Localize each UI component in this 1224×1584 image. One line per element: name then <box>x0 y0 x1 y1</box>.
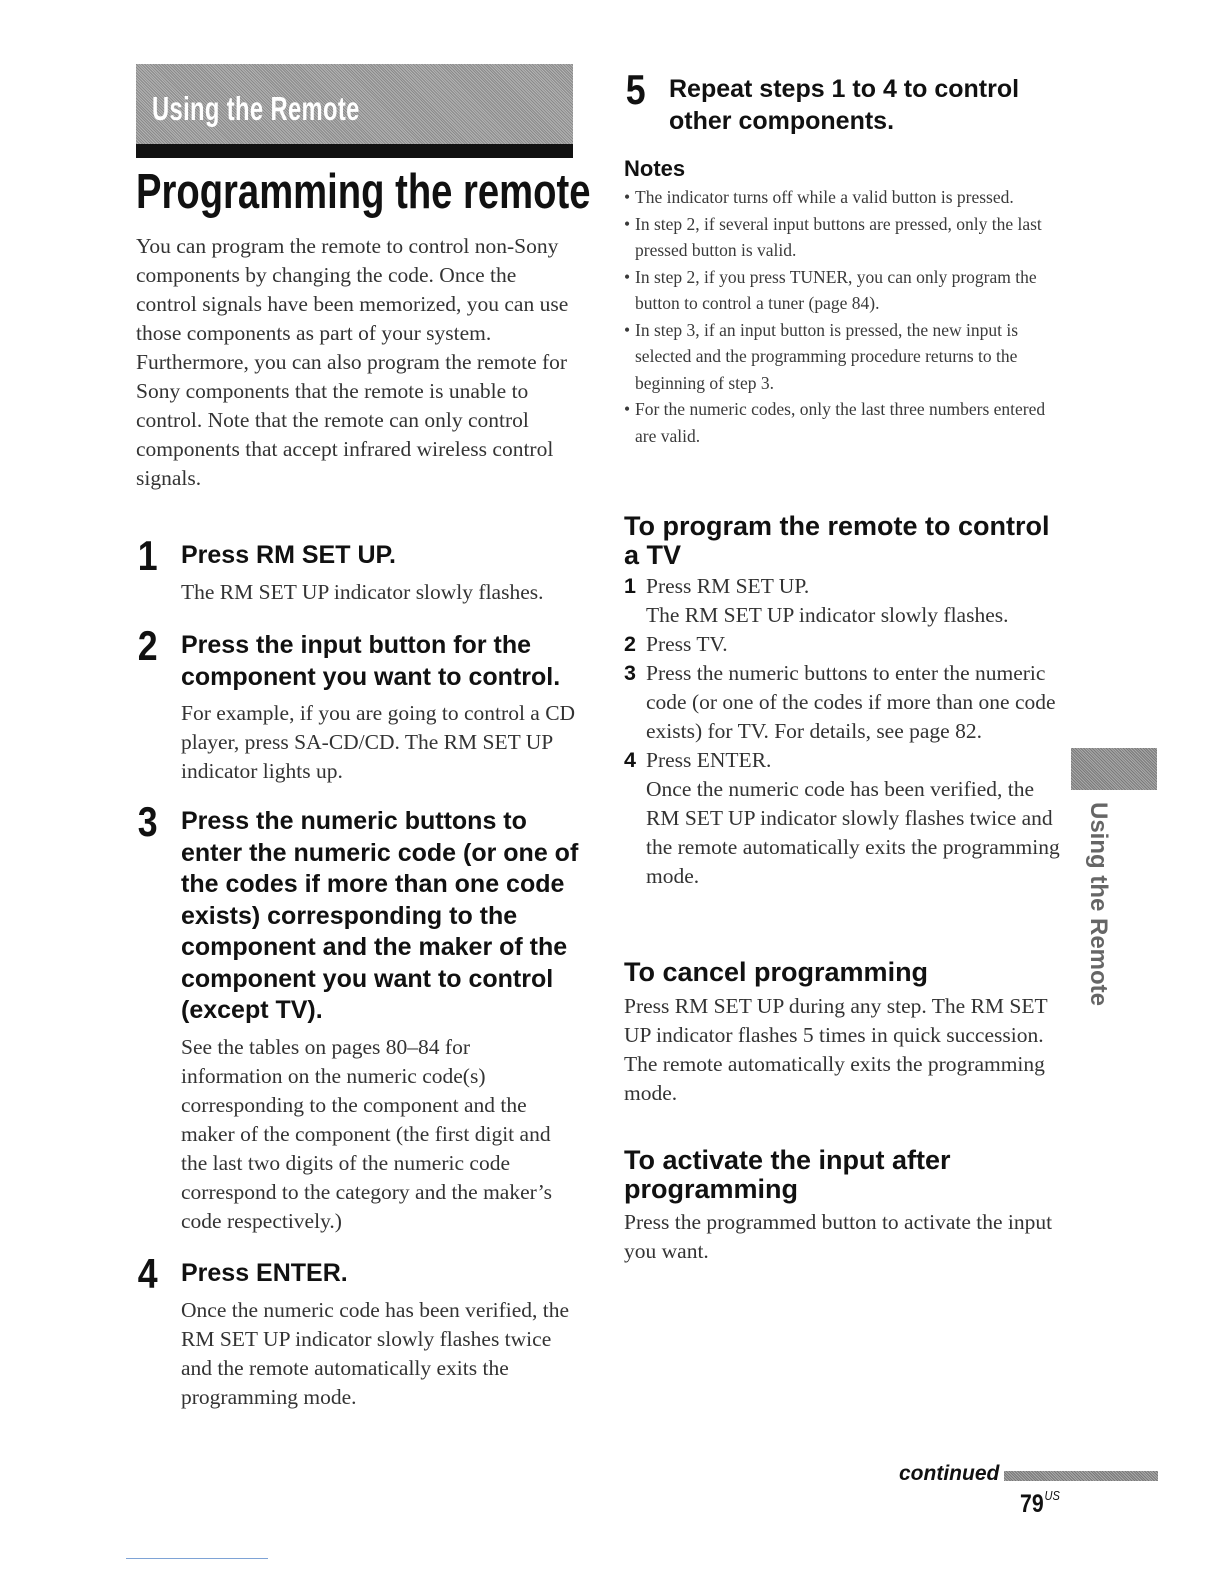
activate-section-title: To activate the input after programming <box>624 1145 951 1204</box>
banner-rule <box>136 144 573 158</box>
step-number: 4 <box>137 1250 158 1297</box>
step-number: 2 <box>137 622 158 669</box>
intro <box>136 232 576 493</box>
step-heading: Press the numeric buttons to enter the numeric code (or one of the codes if more than one code exists) corresponding to the component and the maker of the component you want to control (except TV). <box>181 807 579 1024</box>
step-2 <box>136 622 586 786</box>
page-number-suffix: US <box>1044 1488 1060 1503</box>
page-number-value: 79 <box>1020 1490 1044 1518</box>
tv-section-title: To program the remote to control a TV <box>624 511 1050 570</box>
step-1 <box>136 532 586 607</box>
note-item: • In step 3, if an input button is pressed, the new input is selected and the programming procedure returns to the beginning of step 3. <box>624 317 1064 397</box>
tv-steps-list <box>624 572 1064 891</box>
step-5 <box>624 66 1064 137</box>
activate-section-body: Press the programmed button to activate the input you want. <box>624 1210 1053 1263</box>
side-tab-text: Using the Remote <box>1085 802 1112 1007</box>
section-banner-text: Using the Remote <box>152 90 360 127</box>
continued-bar <box>1004 1471 1158 1481</box>
note-item: • In step 2, if you press TUNER, you can only program the button to control a tuner (page 84). <box>624 264 1064 317</box>
intro-paragraph-2: Furthermore, you can also program the remote for Sony components that the remote is unable to control. Note that the remote can only control components that accept infrared wireless control signals. <box>136 350 568 490</box>
cancel-section-title: To cancel programming <box>624 957 929 987</box>
tv-step-1 <box>624 572 1064 630</box>
step-body: For example, if you are going to control a CD player, press SA-CD/CD. The RM SET UP indicator lights up. <box>181 701 576 783</box>
tv-step-text: Press ENTER. <box>646 748 772 772</box>
side-tab-marker <box>1071 748 1157 790</box>
tv-step-text: Press RM SET UP. <box>646 574 810 598</box>
continued-label: continued <box>899 1462 1000 1485</box>
intro-paragraph-1: You can program the remote to control non-Sony components by changing the code. Once the control signals have been memorized, you can use those components as part of your system. <box>136 234 569 345</box>
tv-step-3 <box>624 659 1064 746</box>
step-4 <box>136 1250 586 1412</box>
step-body: Once the numeric code has been verified, the RM SET UP indicator slowly flashes twice and the remote automatically exits the programming mode. <box>181 1297 570 1409</box>
side-tab-label <box>1086 802 1112 1012</box>
note-item: • The indicator turns off while a valid button is pressed. <box>624 184 1064 211</box>
step-number: 1 <box>137 532 158 579</box>
tv-step-sub: Once the numeric code has been verified, the RM SET UP indicator slowly flashes twice and the remote automatically exits the programming mode. <box>646 777 1060 888</box>
tv-step-number: 3 <box>624 661 636 685</box>
tv-step-number: 4 <box>624 748 636 772</box>
step-heading: Press RM SET UP. <box>181 541 396 569</box>
tv-step-sub: The RM SET UP indicator slowly flashes. <box>646 603 1009 627</box>
step-heading: Press ENTER. <box>181 1259 348 1287</box>
tv-step-text: Press the numeric buttons to enter the numeric code (or one of the codes if more than one code exists) for TV. For details, see page 82. <box>646 661 1056 743</box>
step-heading: Repeat steps 1 to 4 to control other components. <box>669 75 1020 135</box>
page-number <box>1020 1488 1060 1519</box>
note-item: • For the numeric codes, only the last three numbers entered are valid. <box>624 396 1064 449</box>
step-3 <box>136 798 586 1236</box>
page-title: Programming the remote <box>136 165 591 219</box>
step-heading: Press the input button for the component you want to control. <box>181 631 561 691</box>
tv-step-number: 2 <box>624 632 636 656</box>
section-banner <box>136 64 573 144</box>
tv-step-4 <box>624 746 1064 891</box>
note-item: • In step 2, if several input buttons are pressed, only the last pressed button is valid. <box>624 211 1064 264</box>
bottom-rule <box>126 1558 268 1559</box>
step-body: See the tables on pages 80–84 for information on the numeric code(s) corresponding to the component and the maker of the component (the first digit and the last two digits of the numeric code correspond to the category and the maker’s code respectively.) <box>181 1034 552 1233</box>
tv-step-2 <box>624 630 1064 659</box>
tv-step-text: Press TV. <box>646 632 728 656</box>
notes-title: Notes <box>624 156 686 181</box>
step-number: 3 <box>137 798 158 845</box>
notes-list <box>624 184 1064 449</box>
tv-step-number: 1 <box>624 574 636 598</box>
step-number: 5 <box>625 66 646 113</box>
cancel-section-body: Press RM SET UP during any step. The RM SET UP indicator flashes 5 times in quick succession. The remote automatically exits the programming mode. <box>624 994 1048 1105</box>
step-body: The RM SET UP indicator slowly flashes. <box>181 579 544 604</box>
